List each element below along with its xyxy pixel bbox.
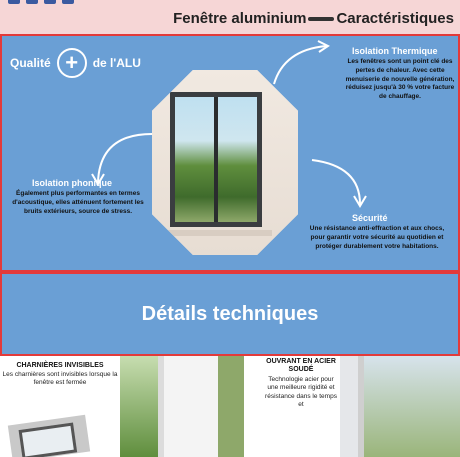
card-hinges-text: Les charnières sont invisibles lorsque la fenêtre est fermée — [2, 371, 118, 387]
card-steel — [262, 356, 340, 457]
hinge-photo — [8, 415, 90, 457]
feature-text-phonic: Également plus performantes en termes d'acoustique, elles atténuent fortement les bruits extérieurs, source de stress. — [12, 190, 144, 215]
twitter-icon[interactable] — [26, 0, 38, 4]
window-sill — [162, 230, 272, 236]
title-left: Fenêtre aluminium — [173, 10, 307, 27]
feature-text-security: Une résistance anti-effraction et aux chocs, pour garantir votre sécurité au quotidien et protéger durablement votre habitations. — [309, 225, 445, 250]
window-detail-photo — [120, 356, 244, 457]
details-title: Détails techniques — [141, 302, 319, 325]
card-hinges-title: CHARNIÈRES INVISIBLES — [16, 362, 104, 369]
card-hinges — [0, 356, 120, 457]
facebook-icon[interactable] — [8, 0, 20, 4]
header — [0, 0, 460, 34]
window-frame — [170, 92, 262, 227]
title-dash — [308, 17, 334, 21]
page-title — [173, 10, 454, 27]
feature-title-thermal: Isolation Thermique — [352, 46, 438, 56]
title-right: Caractéristiques — [336, 10, 454, 27]
features-panel — [0, 34, 460, 272]
quality-label-left: Qualité — [10, 56, 51, 70]
window-pane-right — [218, 97, 257, 222]
arrow-icon-security — [308, 156, 368, 212]
youtube-icon[interactable] — [62, 0, 74, 4]
window-photo — [152, 70, 298, 255]
feature-title-security: Sécurité — [352, 213, 388, 223]
social-icons — [8, 0, 74, 4]
card-steel-title: OUVRANT EN ACIER SOUDÉ — [266, 358, 336, 374]
window-photo-right — [340, 356, 460, 457]
feature-title-phonic: Isolation phonique — [32, 178, 112, 188]
card-steel-text: Technologie acier pour une meilleure rigidité et résistance dans le temps et — [265, 375, 337, 409]
quality-badge — [10, 48, 141, 78]
plus-icon: + — [57, 48, 87, 78]
details-banner — [0, 272, 460, 356]
instagram-icon[interactable] — [44, 0, 56, 4]
quality-label-right: de l'ALU — [92, 56, 141, 70]
feature-text-thermal: Les fenêtres sont un point clé des pertes de chaleur. Avec cette menuiserie de nouvelle génération, réduisez jusqu'à 30 % votre facture de chauffage. — [345, 58, 455, 101]
window-pane-left — [175, 97, 214, 222]
arrow-icon-thermal — [264, 40, 334, 90]
bottom-cards — [0, 356, 460, 457]
